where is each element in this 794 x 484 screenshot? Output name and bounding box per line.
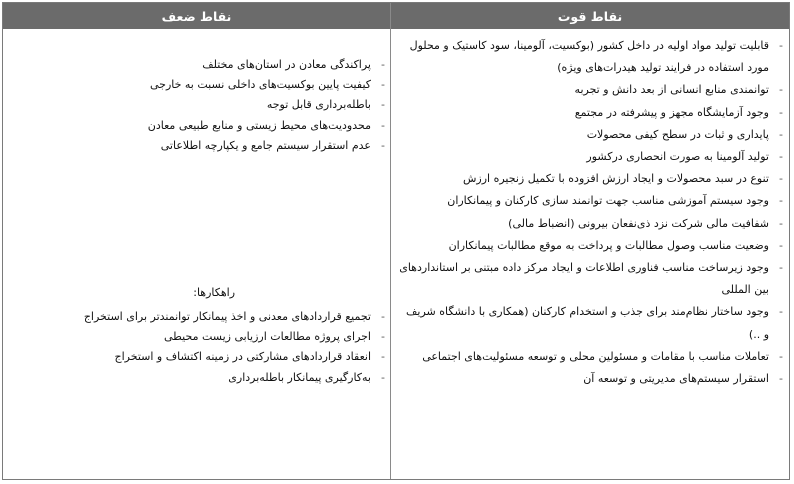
list-item: - شفافیت مالی شرکت نزد ذی‌نفعان بیرونی (انضباط مالی) [508, 216, 783, 230]
strengths-header [391, 3, 789, 29]
strengths-title: نقاط قوت [557, 8, 623, 24]
list-item: - استقرار سیستم‌های مدیریتی و توسعه آن [583, 372, 783, 386]
list-item: - باطله‌برداری قابل توجه [266, 98, 385, 112]
list-item: - کیفیت پایین بوکسیت‌های داخلی نسبت به خارجی [149, 78, 385, 92]
list-item: - عدم استقرار سیستم جامع و یکپارچه اطلاعاتی [160, 138, 385, 152]
weaknesses-title: نقاط ضعف [161, 8, 232, 24]
solutions-list [17, 307, 385, 388]
list-item: - پایداری و ثبات در سطح کیفی محصولات [586, 127, 783, 141]
list-item: - انعقاد قراردادهای مشارکتی در زمینه اکتشاف و استخراج [114, 350, 385, 364]
list-item: - وجود سیستم آموزشی مناسب جهت توانمند سازی کارکنان و پیمانکاران [447, 194, 783, 208]
list-item: - تولید آلومینا به صورت انحصاری درکشور [586, 150, 783, 164]
list-item: - محدودیت‌های محیط زیستی و منابع طبیعی معادن [147, 118, 385, 132]
list-item: - به‌کارگیری پیمانکار باطله‌برداری [228, 370, 385, 384]
list-item: - وجود آزمایشگاه مجهز و پیشرفته در مجتمع [574, 105, 783, 119]
swot-table [2, 2, 790, 480]
list-item: - وضعیت مناسب وصول مطالبات و پرداخت به موقع مطالبات پیمانکاران [448, 238, 783, 252]
weaknesses-list [17, 55, 385, 156]
list-item: - تجمیع قراردادهای معدنی و اخذ پیمانکار توانمندتر برای استخراج [83, 310, 385, 323]
list-item: - اجرای پروژه مطالعات ارزیابی زیست محیطی [163, 330, 385, 344]
strengths-list [399, 35, 783, 390]
list-item: - پراکندگی معادن در استان‌های مختلف [202, 58, 385, 71]
list-item: - تنوع در سبد محصولات و ایجاد ارزش افزوده با تکمیل زنجیره ارزش [463, 172, 783, 186]
list-item: - قابلیت تولید مواد اولیه در داخل کشور (بوکسیت، آلومینا، سود کاستیک و محلول مورد استفاده در فرایند تولید هیدرات‌های ویژه) [409, 39, 783, 75]
list-item: - تعاملات مناسب با مقامات و مسئولین محلی و توسعه مسئولیت‌های اجتماعی [422, 349, 783, 363]
list-item: - وجود ساختار نظام‌مند برای جذب و استخدام کارکنان (همکاری با دانشگاه شریف و ..) [406, 305, 783, 341]
column-divider [390, 3, 391, 479]
list-item: - وجود زیرساخت مناسب فناوری اطلاعات و ایجاد مرکز داده مبتنی بر استانداردهای بین المللی [399, 261, 783, 297]
weaknesses-header [3, 3, 390, 29]
list-item: - توانمندی منابع انسانی از بعد دانش و تجربه [574, 83, 783, 97]
solutions-title: راهکارها: [193, 286, 235, 299]
